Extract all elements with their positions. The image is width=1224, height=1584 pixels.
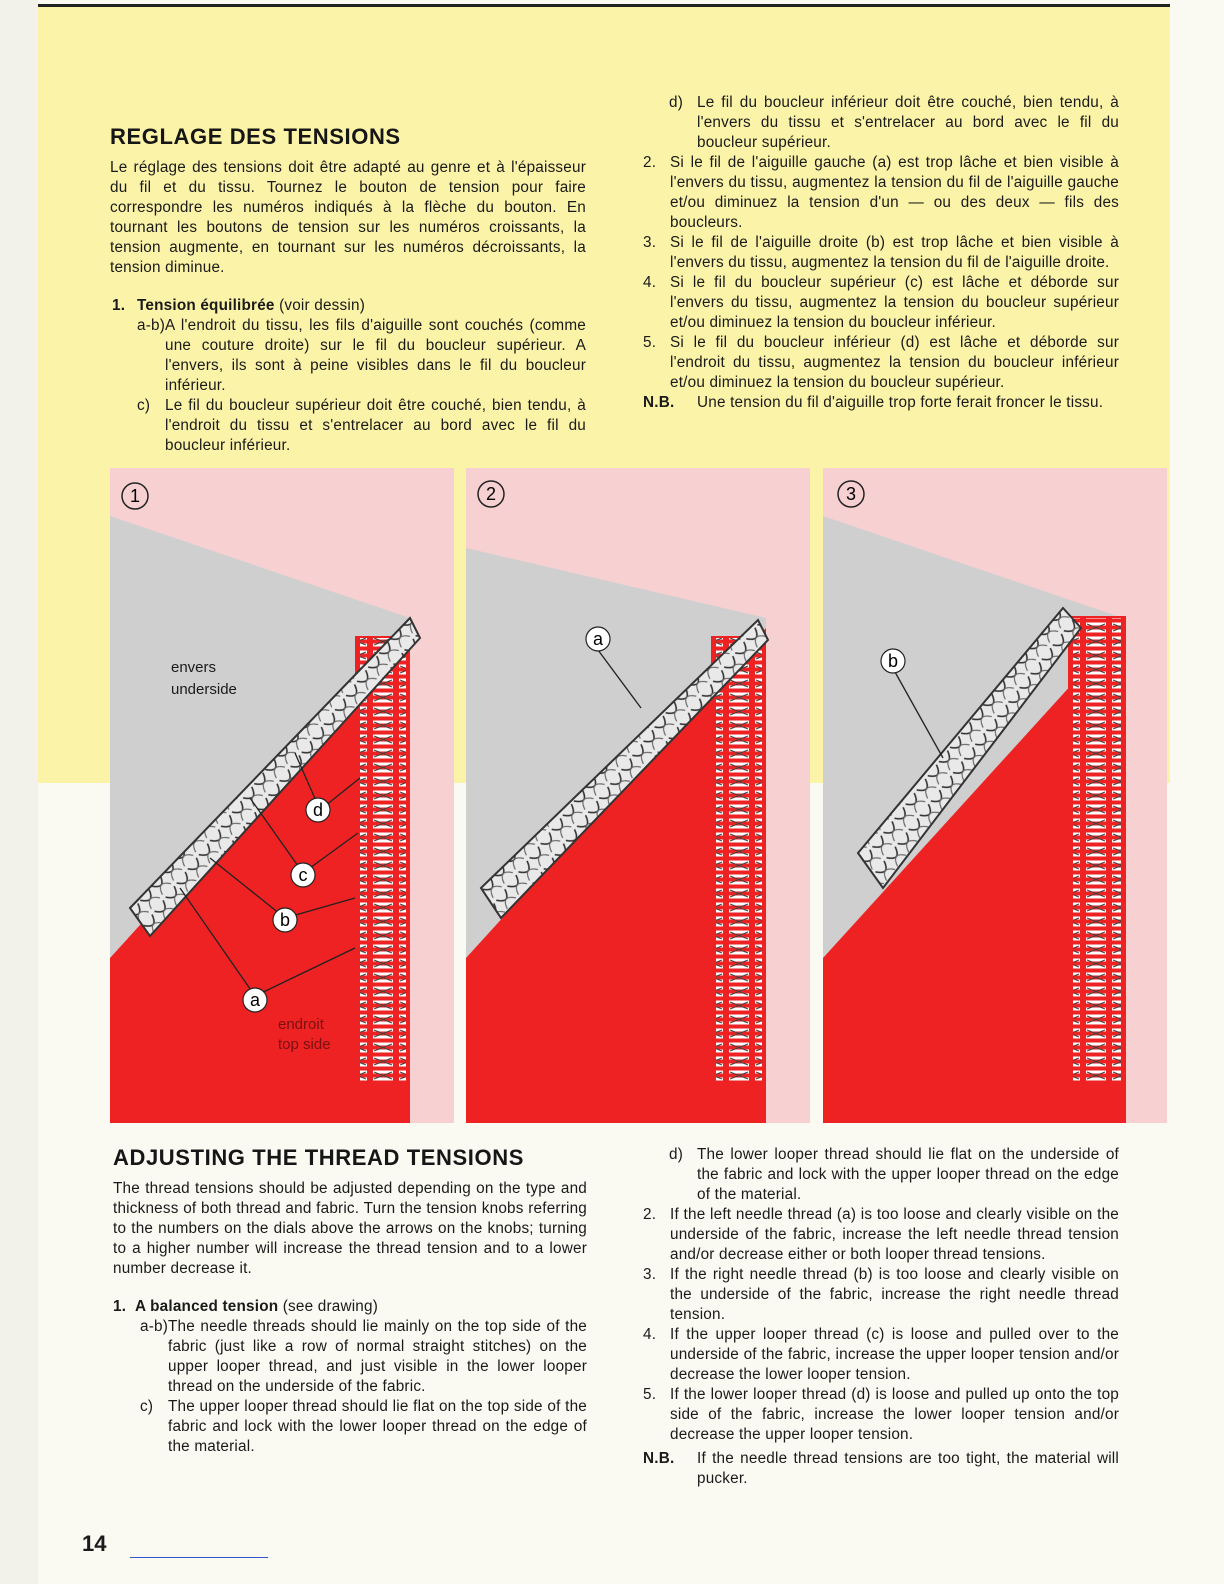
fig3-callout-b: b xyxy=(887,651,899,671)
english-item-c xyxy=(113,1397,587,1457)
english-item-1-number: 1. xyxy=(113,1298,127,1315)
english-intro: The thread tensions should be adjusted depending on the type and thickness of both thread and fabric. Turn the tension knobs referring to the numbers on the dials above the arrows on the knobs; turning to a higher number will increase the thread tension and to a lower number decrease it. xyxy=(113,1180,587,1277)
english-note-text: If the needle thread tensions are too tight, the material will pucker. xyxy=(697,1450,1119,1487)
french-item-ab-text: A l'endroit du tissu, les fils d'aiguille sont couchés (comme une couture droite) sur le fil du boucleur supérieur. A l'envers, ils sont à peine visibles dans le fil du boucleur inférieur. xyxy=(165,317,586,394)
french-item-4-text: Si le fil du boucleur supérieur (c) est lâche et déborde sur l'envers du tissu, augmentez la tension du boucleur supérieur et/ou diminuez la tension du boucleur inférieur. xyxy=(670,274,1119,331)
french-right-column xyxy=(643,93,1119,413)
french-item-4 xyxy=(643,273,1119,333)
english-item-ab-text: The needle threads should lie mainly on the top side of the fabric (just like a row of normal straight stitches) on the upper looper thread, and just visible in the lower looper thread on the underside of the fabric. xyxy=(168,1318,587,1395)
fig2-number: 2 xyxy=(485,484,497,504)
english-note xyxy=(643,1449,1119,1489)
english-item-4 xyxy=(643,1325,1119,1385)
figure-1 xyxy=(110,468,454,1123)
english-item-d-text: The lower looper thread should lie flat on the underside of the fabric and lock with the upper looper thread on the edge of the material. xyxy=(697,1146,1119,1203)
french-item-3 xyxy=(643,233,1119,273)
french-left-column xyxy=(110,124,586,456)
english-item-5-number: 5. xyxy=(643,1386,657,1403)
english-item-c-text: The upper looper thread should lie flat on the top side of the fabric and lock with the lower looper thread on the edge of the material. xyxy=(168,1398,587,1455)
top-rule xyxy=(38,4,1170,7)
french-item-d-label: d) xyxy=(669,94,684,111)
figure-3 xyxy=(823,468,1167,1123)
english-item-5 xyxy=(643,1385,1119,1445)
french-item-3-text: Si le fil de l'aiguille droite (b) est trop lâche et bien visible à l'envers du tissu, augmentez la tension du fil de l'aiguille droite. xyxy=(670,234,1119,271)
french-note-text: Une tension du fil d'aiguille trop forte ferait froncer le tissu. xyxy=(697,394,1104,411)
french-item-c xyxy=(110,396,586,456)
english-item-c-label: c) xyxy=(140,1398,154,1415)
french-intro: Le réglage des tensions doit être adapté au genre et à l'épaisseur du fil et du tissu. Tournez le bouton de tension pour faire correspondre les numéros indiqués à la flèche du bouton. En tournant les boutons de tension sur les numéros croissants, la tension augmente, en tournant sur les numéros décroissants, la tension diminue. xyxy=(110,159,586,276)
french-item-d-text: Le fil du boucleur inférieur doit être couché, bien tendu, à l'envers du tissu et s'entrelacer au bord avec le fil du boucleur supérieur. xyxy=(697,94,1119,151)
english-item-1-suffix: (see drawing) xyxy=(282,1298,379,1315)
english-item-1 xyxy=(113,1297,587,1317)
english-title: ADJUSTING THE THREAD TENSIONS xyxy=(113,1145,524,1170)
english-left-column xyxy=(113,1145,587,1457)
fig1-label-envers: envers xyxy=(171,659,217,676)
fig3-number: 3 xyxy=(845,484,857,504)
english-item-2 xyxy=(643,1205,1119,1265)
english-item-3 xyxy=(643,1265,1119,1325)
french-item-1-heading: Tension équilibrée xyxy=(137,297,275,314)
english-item-2-text: If the left needle thread (a) is too loose and clearly visible on the underside of the fabric, increase the left needle thread tension and/or decrease either or both looper thread tensions. xyxy=(670,1206,1119,1263)
french-item-4-number: 4. xyxy=(643,274,657,291)
english-item-3-number: 3. xyxy=(643,1266,657,1283)
english-right-column xyxy=(643,1145,1119,1489)
english-item-3-text: If the right needle thread (b) is too loose and clearly visible on the underside of the fabric, increase the right needle thread tension. xyxy=(670,1266,1119,1323)
french-item-c-text: Le fil du boucleur supérieur doit être couché, bien tendu, à l'endroit du tissu et s'entrelacer au bord avec le fil du boucleur inférieur. xyxy=(165,397,586,454)
french-item-1 xyxy=(110,296,586,316)
english-note-label: N.B. xyxy=(643,1450,675,1467)
french-item-5-text: Si le fil du boucleur inférieur (d) est lâche et déborde sur l'endroit du tissu, augmentez la tension du boucleur inférieur et/ou diminuez la tension du boucleur supérieur. xyxy=(670,334,1119,391)
fig1-callout-a: a xyxy=(249,990,261,1010)
french-item-1-number: 1. xyxy=(112,297,126,314)
french-note xyxy=(643,393,1119,413)
english-item-4-number: 4. xyxy=(643,1326,657,1343)
english-item-ab-label: a-b) xyxy=(140,1318,169,1335)
french-item-1-suffix: (voir dessin) xyxy=(279,297,365,314)
fig1-label-top-side: top side xyxy=(278,1036,331,1053)
english-item-d xyxy=(643,1145,1119,1205)
french-title: REGLAGE DES TENSIONS xyxy=(110,124,401,149)
french-item-ab xyxy=(110,316,586,396)
french-note-label: N.B. xyxy=(643,394,675,411)
french-item-3-number: 3. xyxy=(643,234,657,251)
fig1-callout-c: c xyxy=(298,865,308,885)
english-item-5-text: If the lower looper thread (d) is loose and pulled up onto the top side of the fabric, increase the lower looper tension and/or decrease the upper looper tension. xyxy=(670,1386,1119,1443)
fig1-callout-b: b xyxy=(279,910,291,930)
page-number: 14 xyxy=(82,1531,107,1556)
french-item-c-label: c) xyxy=(137,397,151,414)
fig2-callout-a: a xyxy=(592,629,604,649)
english-item-4-text: If the upper looper thread (c) is loose and pulled over to the underside of the fabric, increase the upper looper tension and/or decrease the lower looper tension. xyxy=(670,1326,1119,1383)
figure-2 xyxy=(466,468,810,1123)
french-item-2 xyxy=(643,153,1119,233)
french-item-d xyxy=(643,93,1119,153)
footer-link-line xyxy=(130,1557,268,1558)
english-item-2-number: 2. xyxy=(643,1206,657,1223)
fig1-label-endroit: endroit xyxy=(278,1016,324,1033)
fig1-number: 1 xyxy=(129,486,141,506)
english-item-ab xyxy=(113,1317,587,1397)
french-item-2-number: 2. xyxy=(643,154,657,171)
page-left-margin xyxy=(0,0,38,1584)
fig1-label-underside: underside xyxy=(171,681,237,698)
fig1-callout-d: d xyxy=(312,800,324,820)
french-item-5-number: 5. xyxy=(643,334,657,351)
french-item-2-text: Si le fil de l'aiguille gauche (a) est trop lâche et bien visible à l'envers du tissu, augmentez la tension du fil de l'aiguille gauche et/ou diminuez la tension d'un — ou des deux — fils des boucleurs. xyxy=(670,154,1119,231)
french-item-ab-label: a-b) xyxy=(137,317,166,334)
english-item-1-heading: A balanced tension xyxy=(135,1298,279,1315)
english-item-d-label: d) xyxy=(669,1146,684,1163)
french-item-5 xyxy=(643,333,1119,393)
